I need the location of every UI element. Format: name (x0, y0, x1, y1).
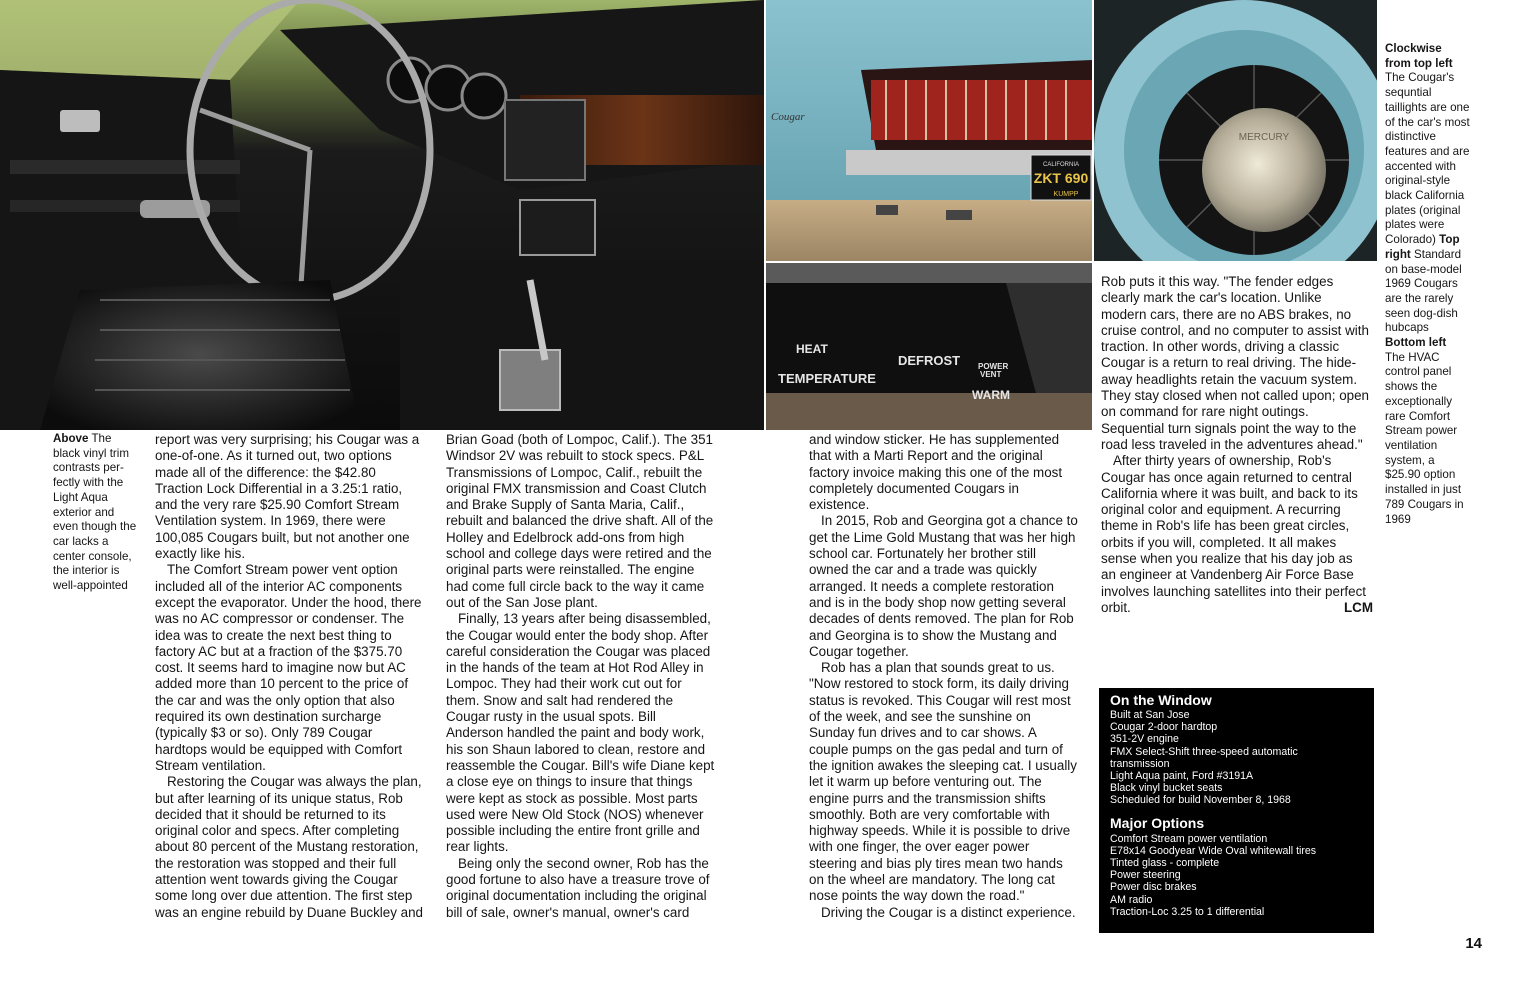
caption-clockwise-text: 1969 Cougars (1385, 277, 1458, 291)
caption-above-line (53, 564, 153, 579)
text-line: The Comfort Stream power vent option (167, 562, 398, 578)
text-line: original color and specs. After completing (155, 823, 400, 839)
text-line: school car. Fortunately her brother still (809, 546, 1036, 562)
caption-clockwise-lines (1385, 42, 1495, 527)
caption-clockwise-line (1385, 277, 1495, 292)
caption-clockwise-line (1385, 116, 1495, 131)
caption-above-line (53, 520, 153, 535)
caption-clockwise-line (1385, 321, 1495, 336)
text-line: used were New Old Stock (NOS) whenever (446, 806, 704, 822)
text-line: original color and equipment. A recurring (1101, 502, 1341, 518)
text-line: owned the car and a trade was quickly (809, 562, 1037, 578)
text-line: 100,085 Cougars built, but not another one (155, 529, 410, 545)
text-line: Cougar is a return to real driving. The hide- (1101, 355, 1357, 371)
caption-clockwise-line (1385, 145, 1495, 160)
sidebar-list-item: Tinted glass - complete (1110, 857, 1220, 870)
text-line: possible including the entire front grille and (446, 823, 700, 839)
caption-above-line (53, 550, 153, 565)
paragraph (446, 432, 736, 611)
text-line: of the week, and see the sunshine on (809, 709, 1031, 725)
caption-clockwise-text: accented with (1385, 159, 1456, 173)
text-line: and is in the body shop now getting several (809, 594, 1066, 610)
caption-clockwise-text: hubcaps (1385, 321, 1429, 335)
caption-clockwise-line (1385, 101, 1495, 116)
text-line: modern cars, there are no ABS brakes, no (1101, 306, 1352, 322)
column-3-paragraphs (809, 432, 1094, 921)
hvac-power-label: POWER (978, 362, 1009, 371)
column-2-paragraphs (446, 432, 736, 921)
text-line: Windsor 2V was rebuilt to stock specs. P&L (446, 448, 705, 464)
caption-clockwise-line (1385, 307, 1495, 322)
caption-above-line (53, 432, 153, 447)
caption-clockwise-line (1385, 130, 1495, 145)
text-line: had come full circle back to the way it came (446, 578, 705, 594)
caption-above-line (53, 579, 153, 594)
column-1-paragraphs (155, 432, 440, 921)
text-line: original documentation including the original (446, 888, 707, 904)
text-line: Restoring the Cougar was always the plan, (167, 774, 422, 790)
text-line: them. Snow and salt had rendered the (446, 692, 674, 708)
hvac-defrost-label: DEFROST (898, 353, 961, 368)
caption-above-line (53, 491, 153, 506)
column-4-paragraphs (1101, 274, 1381, 616)
caption-above-line (53, 535, 153, 550)
text-line: completely documented Cougars in (809, 480, 1019, 496)
sidebar-list-item: Light Aqua paint, Ford #3191A (1110, 770, 1254, 783)
text-line: cost. It seems hard to imagine now but AC (155, 660, 406, 676)
caption-above-lines (53, 432, 153, 594)
caption-clockwise-text: system, a (1385, 453, 1435, 467)
caption-clockwise-text: shows the (1385, 380, 1438, 394)
caption-clockwise-line (1385, 468, 1495, 483)
text-line: reassemble the Cougar. Bill's wife Diane kept (446, 757, 715, 773)
caption-clockwise-text: original-style (1385, 174, 1451, 188)
caption-clockwise-text: plates (original (1385, 203, 1461, 217)
caption-clockwise-text: rare Comfort (1385, 409, 1451, 423)
text-line: and window sticker. He has supplemented (809, 432, 1060, 447)
interior-image (0, 0, 764, 430)
caption-above-text: the interior is (53, 564, 120, 578)
text-line: nose points the way down the road." (809, 888, 1025, 904)
text-line: California where it was built, and back to its (1101, 485, 1358, 501)
caption-clockwise-line (1385, 218, 1495, 233)
sidebar-list-item: Built at San Jose (1110, 709, 1190, 721)
caption-clockwise-line (1385, 233, 1495, 248)
caption-clockwise-bold: right (1385, 247, 1411, 261)
text-line: in the hands of the team at Hot Rod Alley in (446, 660, 704, 676)
caption-clockwise-text: The Cougar's (1385, 71, 1455, 85)
caption-clockwise-line (1385, 263, 1495, 278)
text-line: orbits if you will, completed. It all makes (1101, 534, 1337, 550)
text-line: Traction Lock Differential in a 3.25:1 ratio, (155, 480, 403, 496)
text-line: was an engine rebuild by Duane Buckley and (155, 904, 423, 920)
sidebar-list-item: Power steering (1110, 869, 1181, 882)
text-line: sense when you realize that his day job as (1101, 551, 1353, 567)
text-line: orbit. (1101, 599, 1131, 615)
paragraph (155, 432, 440, 562)
plate-dealer-text: KUMPP (1053, 191, 1079, 198)
caption-clockwise-line (1385, 292, 1495, 307)
text-line: out of the San Jose plant. (446, 594, 598, 610)
sidebar-list-item: transmission (1110, 757, 1170, 770)
text-line: factory invoice making this one of the most (809, 464, 1063, 480)
caption-clockwise (1385, 42, 1495, 527)
text-line: included all of the interior AC components (155, 578, 403, 594)
text-line: about 80 percent of the Mustang restoration, (155, 839, 419, 855)
text-line: In 2015, Rob and Georgina got a chance to (821, 513, 1078, 529)
paragraph (809, 905, 1094, 921)
caption-above-text: Light Aqua (53, 490, 108, 504)
text-line: Sunday fun drives and to car shows. A (809, 725, 1037, 741)
sidebar-list-item: E78x14 Goodyear Wide Oval whitewall tires (1110, 844, 1317, 857)
text-line: the ignition awakes the sleeping cat. I usually (809, 757, 1077, 773)
text-line: original parts were reinstalled. The engine (446, 562, 695, 578)
text-line: factory AC but at a fraction of the $375.70 (155, 643, 403, 659)
text-line: exactly like his. (155, 546, 246, 562)
caption-above-text: exterior and (53, 505, 115, 519)
caption-above-text: even though the (53, 520, 137, 534)
text-line: careful consideration the Cougar was placed (446, 643, 711, 659)
hvac-vent-label: VENT (980, 370, 1002, 379)
paragraph (155, 774, 440, 921)
caption-clockwise-line (1385, 336, 1495, 351)
text-line: rear lights. (446, 839, 509, 855)
caption-clockwise-line (1385, 174, 1495, 189)
text-line: "Now restored to stock form, its daily driving (809, 676, 1070, 692)
hvac-warm-label: WARM (972, 388, 1010, 402)
text-line: original FMX transmission and Coast Clutch (446, 480, 707, 496)
text-line: Stream ventilation. (155, 757, 266, 773)
paragraph (809, 660, 1094, 904)
sidebar-list-item: Comfort Stream power ventilation (1110, 832, 1268, 845)
article-column-3 (809, 432, 1094, 921)
caption-clockwise-line (1385, 42, 1495, 57)
text-line: that with a Marti Report and the original (809, 448, 1043, 464)
text-line: were kept as stock as possible. Most parts (446, 790, 698, 806)
text-line: but after learning of its unique status, Rob (155, 790, 403, 806)
text-line: one-of-one. As it turned out, two options (155, 448, 392, 464)
sidebar-list-item: FMX Select-Shift three-speed automatic (1110, 745, 1298, 758)
text-line: idea was to create the next best thing to (155, 627, 392, 643)
text-line: good fortune to also have a treasure trove of (446, 872, 710, 888)
caption-clockwise-line (1385, 395, 1495, 410)
major-options-list (1110, 833, 1364, 918)
caption-clockwise-text: The HVAC (1385, 350, 1440, 364)
interior-photo (0, 0, 764, 430)
taillights-photo (766, 0, 1092, 261)
text-line: couple pumps on the gas pedal and turn of (809, 741, 1063, 757)
text-line: a close eye on things to insure that things (446, 774, 693, 790)
text-line: decades of dents removed. The plan for Rob (809, 611, 1074, 627)
caption-clockwise-text: control panel (1385, 365, 1452, 379)
caption-clockwise-bold: Top (1439, 233, 1460, 247)
text-line: bill of sale, owner's manual, owner's card (446, 904, 690, 920)
major-options-title: Major Options (1110, 814, 1205, 831)
text-line: Cougar has once again returned to central (1101, 469, 1352, 485)
text-line: his son Shaun labored to clean, restore and (446, 741, 706, 757)
caption-clockwise-line (1385, 248, 1495, 263)
cougar-script-text: Cougar (771, 111, 805, 123)
text-line: They stay closed when not called upon; open (1101, 388, 1369, 404)
caption-clockwise-text: features and are (1385, 144, 1470, 158)
on-the-window-list (1110, 709, 1364, 807)
caption-clockwise-text: installed in just (1385, 483, 1462, 497)
text-line: and Brake Supply of Santa Maria, Calif., (446, 497, 685, 513)
caption-above-text: well-appointed (53, 579, 128, 593)
text-line: Holley and Edelbrock add-ons from high (446, 529, 685, 545)
text-line: and Georgina is to show the Mustang and (809, 627, 1057, 643)
text-line: report was very surprising; his Cougar was a (155, 432, 420, 447)
text-line: Transmissions of Lompoc, Calif., rebuilt the (446, 464, 703, 480)
sidebar-list-item: 351-2V engine (1110, 733, 1179, 746)
hvac-image (766, 263, 1092, 430)
caption-clockwise-text: exceptionally (1385, 394, 1453, 408)
text-line: Rob puts it this way. "The fender edges (1101, 274, 1334, 289)
caption-clockwise-line (1385, 498, 1495, 513)
caption-above-text: The (91, 432, 112, 445)
page-number: 14 (1465, 935, 1482, 952)
sidebar-list-item: Black vinyl bucket seats (1110, 782, 1223, 795)
text-line: involves launching satellites into their perfect (1101, 583, 1366, 599)
caption-above-line (53, 461, 153, 476)
text-line: (typically $3 or so). Only 789 Cougar (155, 725, 373, 741)
plate-state-text: CALIFORNIA (1042, 162, 1080, 168)
on-the-window-title: On the Window (1110, 692, 1212, 708)
paragraph (809, 432, 1094, 513)
text-line: arranged. It needs a complete restoration (809, 578, 1054, 594)
text-line: highway speeds. While it is possible to drive (809, 823, 1071, 839)
caption-above (53, 432, 153, 594)
text-line: Rob has a plan that sounds great to us. (821, 660, 1055, 676)
caption-clockwise-line (1385, 86, 1495, 101)
paragraph (446, 856, 736, 921)
text-line: After thirty years of ownership, Rob's (1113, 453, 1332, 469)
text-line: was no AC compressor or condenser. The (155, 611, 405, 627)
paragraph (446, 611, 736, 855)
hubcap-photo (1094, 0, 1377, 261)
paragraph (809, 513, 1094, 660)
text-line: status is revoked. This Cougar will rest most (809, 692, 1071, 708)
text-line: the restoration was stopped and their full (155, 855, 397, 871)
paragraph (1101, 453, 1381, 616)
text-line: Driving the Cougar is a distinct experience. (821, 904, 1076, 920)
text-line: get the Lime Gold Mustang that was her high (809, 529, 1076, 545)
caption-clockwise-line (1385, 57, 1495, 72)
caption-clockwise-text: of the car's most (1385, 115, 1470, 129)
caption-clockwise-text: 789 Cougars in (1385, 497, 1464, 511)
caption-clockwise-line (1385, 204, 1495, 219)
caption-above-text: contrasts per- (53, 461, 124, 475)
text-line: attention went towards giving the Cougar (155, 872, 398, 888)
caption-clockwise-line (1385, 189, 1495, 204)
caption-clockwise-line (1385, 513, 1495, 528)
caption-above-line (53, 447, 153, 462)
caption-clockwise-text: Stream power (1385, 424, 1458, 438)
hvac-temperature-label: TEMPERATURE (778, 371, 876, 386)
text-line: Brian Goad (both of Lompoc, Calif.). The 351 (446, 432, 713, 447)
caption-clockwise-text: distinctive (1385, 130, 1436, 144)
text-line: added more than 10 percent to the price of (155, 676, 409, 692)
caption-clockwise-text: Colorado) (1385, 233, 1440, 247)
text-line: an engineer at Vandenberg Air Force Base (1101, 567, 1354, 583)
caption-clockwise-bold: Bottom left (1385, 336, 1447, 350)
text-line: Ventilation system. In 1969, there were (155, 513, 386, 529)
text-line: some long over due attention. The first step (155, 888, 413, 904)
caption-above-text: fectly with the (53, 476, 124, 490)
caption-clockwise-text: $25.90 option (1385, 468, 1456, 482)
text-line: engine purrs and the transmission shifts (809, 790, 1046, 806)
text-line: Sequential turn signals point the way to the (1101, 420, 1357, 436)
text-line: made all of the difference: the $42.80 (155, 464, 376, 480)
caption-clockwise-line (1385, 410, 1495, 425)
caption-clockwise-line (1385, 454, 1495, 469)
caption-clockwise-text: are the rarely (1385, 291, 1454, 305)
sidebar-list-item: AM radio (1110, 893, 1153, 906)
on-the-window-box (1099, 688, 1374, 933)
caption-above-text: center console, (53, 549, 132, 563)
caption-clockwise-line (1385, 380, 1495, 395)
caption-above-line (53, 476, 153, 491)
article-column-4 (1101, 274, 1381, 616)
sidebar-list-item: Traction-Loc 3.25 to 1 differential (1110, 905, 1265, 918)
text-line: Anderson handled the paint and body work, (446, 725, 705, 741)
caption-clockwise-text: seen dog-dish (1385, 306, 1458, 320)
caption-clockwise-text: ventilation (1385, 438, 1438, 452)
caption-clockwise-bold: Clockwise (1385, 42, 1442, 55)
text-line: on command for rare night outings. (1101, 404, 1309, 420)
caption-clockwise-line (1385, 365, 1495, 380)
hvac-photo (766, 263, 1092, 430)
text-line: Lompoc. They had their work cut out for (446, 676, 682, 692)
text-line: theme in Rob's life has been great circles, (1101, 518, 1350, 534)
caption-clockwise-text: plates were (1385, 218, 1445, 232)
caption-clockwise-after: Standard (1410, 247, 1462, 261)
sidebar-list-item: Power disc brakes (1110, 881, 1197, 894)
text-line: Being only the second owner, Rob has the (458, 855, 709, 871)
text-line: required its own destination surcharge (155, 709, 382, 725)
text-line: let it warm up before venturing out. The (809, 774, 1042, 790)
hubcap-image (1094, 0, 1377, 261)
text-line: Cougar together. (809, 643, 909, 659)
paragraph (1101, 274, 1381, 453)
text-line: road less traveled in the adventures ahead." (1101, 436, 1363, 452)
caption-clockwise-bold: from top left (1385, 56, 1453, 70)
caption-clockwise-text: black California (1385, 189, 1465, 203)
caption-clockwise-text: on base-model (1385, 262, 1462, 276)
sidebar-list-item: Scheduled for build November 8, 1968 (1110, 794, 1291, 807)
text-line: except the evaporator. Under the hood, there (155, 594, 422, 610)
caption-clockwise-line (1385, 424, 1495, 439)
text-line: cruise control, and no computer to assist with (1101, 322, 1369, 338)
text-line: and the very rare $25.90 Comfort Stream (155, 497, 400, 513)
text-line: the Cougar would enter the body shop. After (446, 627, 709, 643)
text-line: steering and bias ply tires mean two hands (809, 855, 1063, 871)
taillights-image (766, 0, 1092, 261)
text-line: Cougar rusty in the usual spots. Bill (446, 709, 656, 725)
caption-above-text: car lacks a (53, 534, 109, 548)
hvac-heat-label: HEAT (796, 342, 828, 356)
text-line: with one finger, the over eager power (809, 839, 1030, 855)
caption-clockwise-line (1385, 439, 1495, 454)
caption-clockwise-text: taillights are one (1385, 100, 1470, 114)
sidebar-list-item: Cougar 2-door hardtop (1110, 721, 1218, 734)
text-line: on the wheel are mandatory. The long cat (809, 872, 1055, 888)
text-line: Finally, 13 years after being disassembled, (458, 611, 711, 627)
caption-above-line (53, 506, 153, 521)
article-column-2 (446, 432, 736, 921)
signoff-lcm: LCM (1343, 599, 1373, 615)
text-line: the car and was the only option that also (155, 692, 395, 708)
text-line: away headlights retain the vacuum system. (1101, 371, 1358, 387)
text-line: hardtops would be equipped with Comfort (155, 741, 403, 757)
hubcap-brand-text: MERCURY (1238, 132, 1290, 143)
text-line: school and college days were retired and the (446, 546, 712, 562)
text-line: traction. In other words, driving a classic (1101, 339, 1340, 355)
caption-clockwise-line (1385, 351, 1495, 366)
caption-clockwise-text: sequntial (1385, 86, 1432, 100)
caption-above-text: black vinyl trim (53, 446, 130, 460)
text-line: existence. (809, 497, 870, 513)
caption-clockwise-line (1385, 483, 1495, 498)
caption-clockwise-text: 1969 (1385, 512, 1411, 526)
caption-above-bold: Above (53, 432, 89, 445)
text-line: decided that it should be returned to its (155, 806, 386, 822)
article-column-1 (155, 432, 440, 921)
caption-clockwise-line (1385, 71, 1495, 86)
text-line: rebuilt and balanced the drive shaft. All of the (446, 513, 714, 529)
plate-number-text: ZKT 690 (1033, 170, 1089, 186)
paragraph (155, 562, 440, 774)
text-line: clearly mark the car's location. Unlike (1101, 290, 1322, 306)
text-line: smoothly. Both are very comfortable with (809, 806, 1050, 822)
caption-clockwise-line (1385, 160, 1495, 175)
